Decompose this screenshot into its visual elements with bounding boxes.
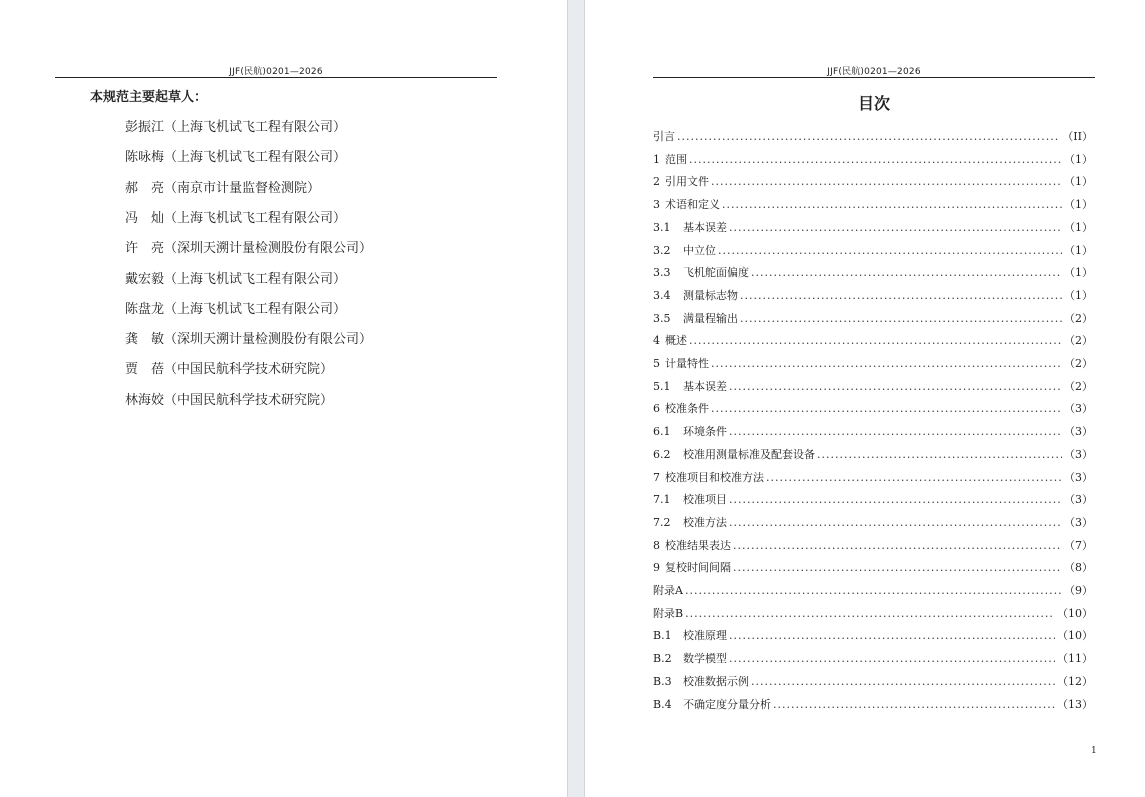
toc-leader-dots bbox=[685, 607, 1055, 620]
toc-entry-page: （1） bbox=[1064, 288, 1093, 302]
toc-entry-text: 校准项目和校准方法 bbox=[665, 470, 764, 484]
toc-leader-dots bbox=[729, 380, 1062, 393]
toc-entry-label bbox=[653, 627, 729, 643]
toc-entry-number: 7.2 bbox=[653, 515, 671, 529]
toc-entry-page: （3） bbox=[1064, 402, 1093, 416]
toc-leader-dots bbox=[711, 175, 1062, 188]
toc-entry-number: 3.1 bbox=[653, 220, 671, 234]
toc-entry-number: 7.1 bbox=[653, 493, 671, 507]
toc-entry[interactable] bbox=[653, 378, 1093, 394]
toc-entry-page: （7） bbox=[1064, 538, 1093, 552]
toc-entry[interactable] bbox=[653, 605, 1093, 621]
toc-entry[interactable] bbox=[653, 264, 1093, 280]
toc-entry-page: （3） bbox=[1064, 515, 1093, 529]
toc-entry[interactable] bbox=[653, 332, 1093, 348]
right-page bbox=[585, 0, 1145, 797]
toc-entry[interactable] bbox=[653, 446, 1093, 462]
toc-leader-dots bbox=[740, 289, 1062, 302]
toc-entry-page: （3） bbox=[1064, 425, 1093, 439]
toc-entry-label bbox=[653, 605, 685, 621]
toc-leader-dots bbox=[751, 675, 1055, 688]
drafter-item: 许 亮（深圳天溯计量检测股份有限公司） bbox=[125, 241, 373, 257]
toc-entry-label bbox=[653, 491, 729, 507]
toc-entry[interactable] bbox=[653, 627, 1093, 643]
toc-entry-text: 概述 bbox=[665, 334, 687, 348]
toc-entry-number: B.3 bbox=[653, 674, 672, 688]
left-page bbox=[0, 0, 567, 797]
toc-entry-number: 5.1 bbox=[653, 379, 671, 393]
toc-entry-number: 2 bbox=[653, 175, 660, 189]
toc-entry-text: 基本误差 bbox=[683, 379, 727, 393]
toc-entry[interactable] bbox=[653, 219, 1093, 235]
toc-entry[interactable] bbox=[653, 537, 1093, 553]
toc-entry-page: （2） bbox=[1064, 311, 1093, 325]
page-number: 1 bbox=[1091, 746, 1097, 756]
toc-entry-page: （9） bbox=[1064, 584, 1093, 597]
toc-leader-dots bbox=[733, 561, 1062, 574]
toc-entry-label bbox=[653, 423, 729, 439]
toc-leader-dots bbox=[729, 629, 1055, 642]
drafters-heading: 本规范主要起草人： bbox=[90, 90, 208, 105]
toc-entry-text: 满量程输出 bbox=[683, 311, 738, 325]
toc-entry-number: B.2 bbox=[653, 652, 672, 666]
toc-entry-page: （10） bbox=[1057, 629, 1093, 643]
toc-entry-number: 8 bbox=[653, 538, 660, 552]
toc-entry-page: （2） bbox=[1064, 357, 1093, 370]
toc-entry-page: （3） bbox=[1064, 470, 1093, 484]
toc-entry-text: 校准结果表达 bbox=[665, 538, 731, 552]
drafter-item: 贾 蓓（中国民航科学技术研究院） bbox=[125, 362, 334, 378]
toc-entry-label bbox=[653, 242, 718, 258]
toc-entry-text: 校准条件 bbox=[665, 402, 709, 416]
toc-entry-page: （1） bbox=[1064, 175, 1093, 189]
toc-entry-number: 6 bbox=[653, 402, 660, 416]
toc-entry-label bbox=[653, 287, 740, 303]
toc-entry-label bbox=[653, 514, 729, 530]
drafter-item: 龚 敏（深圳天溯计量检测股份有限公司） bbox=[125, 332, 373, 348]
toc-entry-page: （2） bbox=[1064, 379, 1093, 393]
toc-entry[interactable] bbox=[653, 673, 1093, 689]
toc-entry-page: （1） bbox=[1064, 243, 1093, 257]
toc-entry-text: 计量特性 bbox=[665, 357, 709, 370]
toc-entry-label bbox=[653, 673, 751, 689]
toc-leader-dots bbox=[689, 153, 1062, 166]
toc-entry-page: （8） bbox=[1064, 561, 1093, 575]
toc-entry-number: 4 bbox=[653, 334, 660, 348]
toc-entry-page: （13） bbox=[1057, 697, 1093, 711]
page-gap bbox=[567, 0, 585, 797]
toc-entry[interactable] bbox=[653, 400, 1093, 416]
toc-entry-label bbox=[653, 151, 689, 167]
toc-entry-label bbox=[653, 582, 685, 598]
toc-leader-dots bbox=[751, 266, 1062, 279]
toc-entry-text: 校准项目 bbox=[683, 493, 727, 507]
toc-entry[interactable] bbox=[653, 423, 1093, 439]
toc-entry-label bbox=[653, 378, 729, 394]
toc-entry-page: （12） bbox=[1057, 674, 1093, 688]
toc-entry[interactable] bbox=[653, 650, 1093, 666]
toc-entry-number: 1 bbox=[653, 152, 660, 166]
toc-entry-label bbox=[653, 650, 729, 666]
toc-entry-number: 5 bbox=[653, 357, 660, 370]
toc-entry-page: （1） bbox=[1064, 266, 1093, 280]
toc-entry[interactable] bbox=[653, 151, 1093, 167]
toc-entry-text: 环境条件 bbox=[683, 425, 727, 439]
toc-entry-number: B.4 bbox=[653, 697, 672, 711]
toc-entry-number: B.1 bbox=[653, 629, 672, 643]
toc-entry-text: 附录A bbox=[653, 584, 683, 597]
toc-entry-label bbox=[653, 173, 711, 189]
drafter-item: 陈盘龙（上海飞机试飞工程有限公司） bbox=[125, 301, 347, 317]
toc-entry-page: （1） bbox=[1064, 220, 1093, 234]
drafter-item: 林海姣（中国民航科学技术研究院） bbox=[125, 392, 334, 408]
toc-leader-dots bbox=[711, 357, 1062, 370]
toc-entry-text: 数学模型 bbox=[683, 652, 727, 666]
toc-entry-label bbox=[653, 537, 733, 553]
toc-entry-text: 校准原理 bbox=[683, 629, 727, 643]
toc-entry-page: （1） bbox=[1064, 198, 1093, 212]
toc-entry-number: 3.3 bbox=[653, 266, 671, 280]
toc-entry[interactable] bbox=[653, 469, 1093, 485]
toc-entry[interactable] bbox=[653, 242, 1093, 258]
header-rule bbox=[653, 77, 1095, 78]
toc-entry-label bbox=[653, 332, 689, 348]
toc-entry-label bbox=[653, 469, 766, 485]
toc-entry-number: 3.5 bbox=[653, 311, 671, 325]
toc-entry-text: 不确定度分量分析 bbox=[683, 697, 771, 711]
toc-entry-text: 引言 bbox=[653, 130, 675, 143]
toc-entry-number: 6.1 bbox=[653, 425, 671, 439]
toc-leader-dots bbox=[685, 584, 1062, 597]
toc-leader-dots bbox=[729, 221, 1062, 234]
toc-entry-number: 3.2 bbox=[653, 243, 671, 257]
toc-entry-page: （II） bbox=[1062, 130, 1093, 143]
toc-entry-text: 基本误差 bbox=[683, 220, 727, 234]
toc-entry-text: 范围 bbox=[665, 152, 687, 166]
toc-entry-text: 复校时间间隔 bbox=[665, 561, 731, 575]
toc-entry-label bbox=[653, 355, 711, 371]
toc-entry-label bbox=[653, 219, 729, 235]
toc-entry[interactable] bbox=[653, 559, 1093, 575]
toc-leader-dots bbox=[729, 425, 1062, 438]
toc-entry-number: 3.4 bbox=[653, 288, 671, 302]
running-header: JJF(民航)0201—2026 bbox=[827, 67, 921, 77]
toc-leader-dots bbox=[722, 198, 1062, 211]
toc-entry[interactable] bbox=[653, 696, 1093, 712]
toc-title: 目次 bbox=[857, 94, 890, 113]
toc-leader-dots bbox=[718, 244, 1062, 257]
toc-entry-page: （2） bbox=[1064, 334, 1093, 348]
toc-entry[interactable] bbox=[653, 287, 1093, 303]
toc-entry-text: 术语和定义 bbox=[665, 198, 720, 212]
header-rule bbox=[55, 77, 497, 78]
toc-entry-page: （3） bbox=[1064, 493, 1093, 507]
toc-entry-page: （1） bbox=[1064, 152, 1093, 166]
toc-entry-label bbox=[653, 696, 773, 712]
toc-entry-text: 校准用测量标准及配套设备 bbox=[683, 447, 815, 461]
toc-entry-page: （11） bbox=[1057, 652, 1093, 666]
toc-leader-dots bbox=[729, 516, 1062, 529]
toc-leader-dots bbox=[817, 448, 1062, 461]
toc-entry[interactable] bbox=[653, 128, 1093, 144]
toc-entry[interactable] bbox=[653, 173, 1093, 189]
running-header: JJF(民航)0201—2026 bbox=[229, 67, 323, 77]
toc-entry[interactable] bbox=[653, 582, 1093, 598]
toc-entry-page: （3） bbox=[1064, 447, 1093, 461]
toc-entry-label bbox=[653, 264, 751, 280]
drafter-item: 戴宏毅（上海飞机试飞工程有限公司） bbox=[125, 271, 347, 287]
toc-entry[interactable] bbox=[653, 310, 1093, 326]
toc-entry-text: 校准方法 bbox=[683, 515, 727, 529]
toc-leader-dots bbox=[677, 130, 1060, 143]
drafter-item: 冯 灿（上海飞机试飞工程有限公司） bbox=[125, 210, 347, 226]
toc-entry-page: （10） bbox=[1057, 606, 1093, 620]
toc-entry[interactable] bbox=[653, 491, 1093, 507]
toc-entry-label bbox=[653, 128, 677, 144]
toc-entry[interactable] bbox=[653, 514, 1093, 530]
toc-entry-text: 引用文件 bbox=[665, 175, 709, 189]
toc-leader-dots bbox=[733, 539, 1062, 552]
toc-entry-text: 测量标志物 bbox=[683, 288, 738, 302]
toc-leader-dots bbox=[729, 652, 1055, 665]
toc-entry-number: 9 bbox=[653, 561, 660, 575]
toc-entry[interactable] bbox=[653, 196, 1093, 212]
toc-entry-label bbox=[653, 196, 722, 212]
toc-entry-label bbox=[653, 559, 733, 575]
toc-entry-text: 附录B bbox=[653, 606, 684, 620]
toc-entry-text: 中立位 bbox=[683, 243, 716, 257]
toc-entry-number: 3 bbox=[653, 198, 660, 212]
toc-entry-label bbox=[653, 400, 711, 416]
toc-entry-label bbox=[653, 310, 740, 326]
toc-leader-dots bbox=[773, 698, 1055, 711]
drafter-item: 陈咏梅（上海飞机试飞工程有限公司） bbox=[125, 150, 347, 166]
toc-leader-dots bbox=[766, 471, 1062, 484]
toc-entry-number: 7 bbox=[653, 470, 660, 484]
toc-entry-label bbox=[653, 446, 817, 462]
toc-entry-text: 校准数据示例 bbox=[683, 674, 749, 688]
toc-leader-dots bbox=[729, 493, 1062, 506]
toc-entry-number: 6.2 bbox=[653, 447, 671, 461]
drafter-item: 彭振江（上海飞机试飞工程有限公司） bbox=[125, 120, 347, 135]
toc-leader-dots bbox=[740, 312, 1062, 325]
toc-entry[interactable] bbox=[653, 355, 1093, 371]
toc-leader-dots bbox=[711, 402, 1062, 415]
toc-entry-text: 飞机舵面偏度 bbox=[683, 266, 749, 280]
drafter-item: 郝 亮（南京市计量监督检测院） bbox=[125, 180, 321, 196]
toc-leader-dots bbox=[689, 334, 1062, 347]
